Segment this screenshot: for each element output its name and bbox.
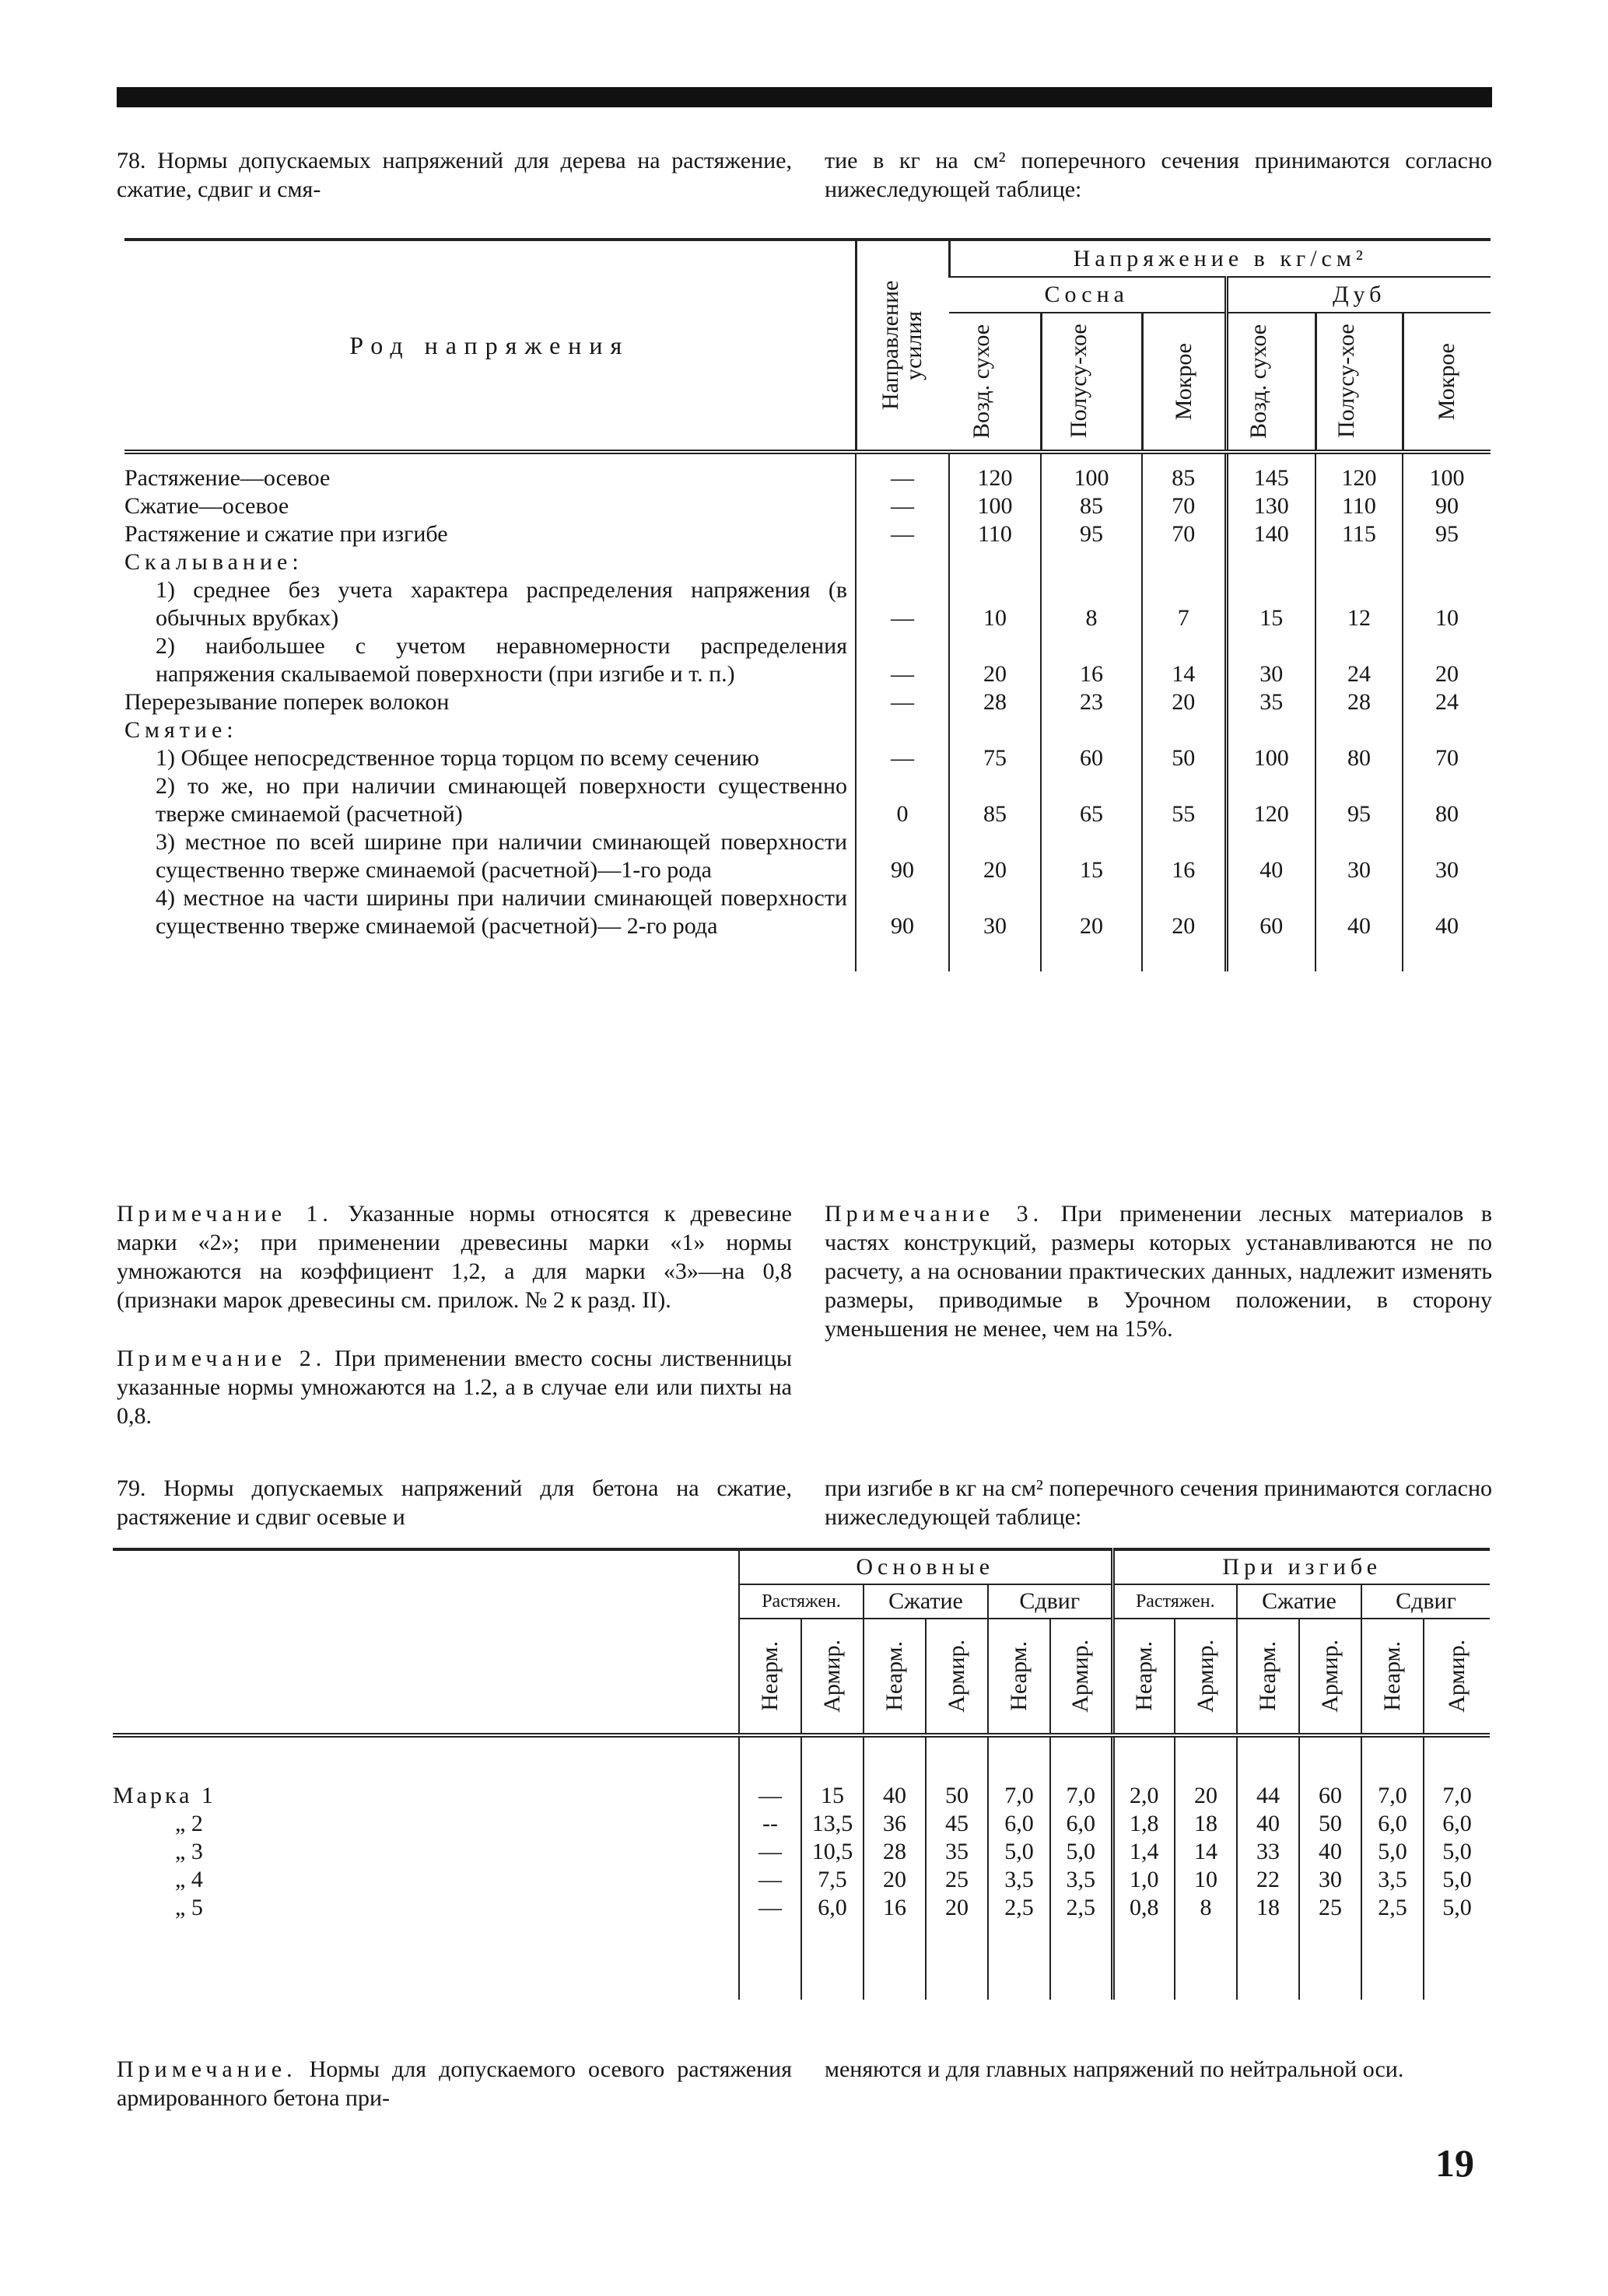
table-row: 2) то же, но при наличии сминающей поверхности существенно тверже сминаемой (расчетной) 0 85 65 55 120 95 80	[124, 772, 1491, 828]
unreinf-header: Неарм.	[739, 1619, 801, 1735]
stress-group-header: Напряжение в кг/см²	[949, 240, 1491, 277]
oak-semidry-header: Полусу-хое	[1315, 313, 1403, 452]
table-row: 4) местное на части ширины при наличии сминающей поверхности существенно тверже сминаемой (расчетной)— 2-го рода 90 30 20 20 60 40 40	[124, 884, 1491, 940]
reinf-header: Армир.	[1299, 1619, 1361, 1735]
note-1: Примечание 1. Указанные нормы относятся к древесине марки «2»; при применении древесины марки «1» нормы умножаются на коэффициент 1,2, а для марки «3»—на 0,8 (признаки марок древесины см. прилож. № 2 к разд. II).	[117, 1201, 792, 1313]
oak-header: Дуб	[1226, 277, 1491, 312]
bend-compression-header: Сжатие	[1237, 1584, 1361, 1619]
concrete-stress-table	[113, 1548, 1490, 2000]
table-row: Растяжение и сжатие при изгибе — 110 95 70 140 115 95	[124, 520, 1491, 548]
page-number: 19	[1435, 2141, 1474, 2185]
table-row: Смятие:	[124, 716, 1491, 744]
main-tension-header: Растяжен.	[739, 1584, 864, 1619]
reinf-header: Армир.	[1424, 1619, 1490, 1735]
table-row: „ 2 -- 13,5 36 45 6,0 6,0 1,8 18 40 50 6,0 6,0	[113, 1810, 1490, 1838]
reinf-header: Армир.	[1050, 1619, 1112, 1735]
bending-header: При изгибе	[1112, 1549, 1490, 1584]
note-79-left: Примечание. Нормы для допускаемого осевого растяжения армированного бетона при-	[117, 2056, 793, 2111]
table-row: Растяжение—осевое — 120 100 85 145 120 100	[124, 464, 1491, 492]
table-row: Марка 1 — 15 40 50 7,0 7,0 2,0 20 44 60 7,0 7,0	[113, 1782, 1490, 1810]
unreinf-header: Неарм.	[1361, 1619, 1424, 1735]
main-header: Основные	[739, 1549, 1112, 1584]
unreinf-header: Неарм.	[988, 1619, 1050, 1735]
wood-stress-table	[124, 238, 1491, 971]
oak-wet-header: Мокрое	[1403, 313, 1491, 452]
section-78-right: тие в кг на см² поперечного сечения принимаются согласно нижеследующей таблице:	[825, 148, 1492, 202]
bend-shear-header: Сдвиг	[1361, 1584, 1490, 1619]
main-shear-header: Сдвиг	[988, 1584, 1112, 1619]
pine-semidry-header: Полусу-хое	[1041, 313, 1142, 452]
section-78-left: 78. Нормы допускаемых напряжений для дерева на растяжение, сжатие, сдвиг и смя-	[117, 148, 792, 202]
table-row: 2) наибольшее с учетом неравномерности распределения напряжения скалываемой поверхности (при изгибе и т. п.) — 20 16 14 30 24 20	[124, 632, 1491, 688]
pine-header: Сосна	[949, 277, 1226, 312]
kind-header: Род напряжения	[349, 331, 630, 359]
pine-dry-header: Возд. сухое	[969, 324, 995, 439]
table-row: „ 4 — 7,5 20 25 3,5 3,5 1,0 10 22 30 3,5 5,0	[113, 1866, 1490, 1894]
table-row: „ 5 — 6,0 16 20 2,5 2,5 0,8 8 18 25 2,5 5,0	[113, 1894, 1490, 1922]
pine-wet-header: Мокрое	[1142, 313, 1226, 452]
note-2: Примечание 2. При применении вместо сосны лиственницы указанные нормы умножаются на 1.2, а в случае ели или пихты на 0,8.	[117, 1346, 792, 1429]
reinf-header: Армир.	[801, 1619, 864, 1735]
unreinf-header: Неарм.	[1112, 1619, 1175, 1735]
note-79-right: меняются и для главных напряжений по нейтральной оси.	[825, 2056, 1404, 2082]
unreinf-header: Неарм.	[864, 1619, 926, 1735]
table-row: 3) местное по всей ширине при наличии сминающей поверхности существенно тверже сминаемой (расчетной)—1-го рода 90 20 15 16 40 30 30	[124, 828, 1491, 884]
main-compression-header: Сжатие	[864, 1584, 988, 1619]
oak-dry-header: Возд. сухое	[1226, 313, 1315, 452]
bend-tension-header: Растяжен.	[1112, 1584, 1237, 1619]
table-row: 1) Общее непосредственное торца торцом по всему сечению — 75 60 50 100 80 70	[124, 744, 1491, 772]
reinf-header: Армир.	[926, 1619, 988, 1735]
section-79-right: при изгибе в кг на см² поперечного сечения принимаются согласно нижеследующей таблице:	[825, 1475, 1492, 1530]
unreinf-header: Неарм.	[1237, 1619, 1299, 1735]
table-row: Перерезывание поперек волокон — 28 23 20 35 28 24	[124, 688, 1491, 716]
table-row: Сжатие—осевое — 100 85 70 130 110 90	[124, 492, 1491, 520]
reinf-header: Армир.	[1175, 1619, 1237, 1735]
section-79-left: 79. Нормы допускаемых напряжений для бетона на сжатие, растяжение и сдвиг осевые и	[117, 1475, 792, 1530]
table-row: Скалывание:	[124, 548, 1491, 576]
top-rule	[117, 87, 1492, 107]
direction-header: Направление усилия	[856, 240, 949, 452]
table-row: „ 3 — 10,5 28 35 5,0 5,0 1,4 14 33 40 5,0 5,0	[113, 1838, 1490, 1866]
note-3: Примечание 3. При применении лесных материалов в частях конструкций, размеры которых устанавливаются не по расчету, а на основании практических данных, надлежит изменять размеры, приводимые в Урочном положении, в сторону уменьшения не менее, чем на 15%.	[825, 1201, 1493, 1342]
table-row: 1) среднее без учета характера распределения напряжения (в обычных врубках) — 10 8 7 15 12 10	[124, 576, 1491, 632]
